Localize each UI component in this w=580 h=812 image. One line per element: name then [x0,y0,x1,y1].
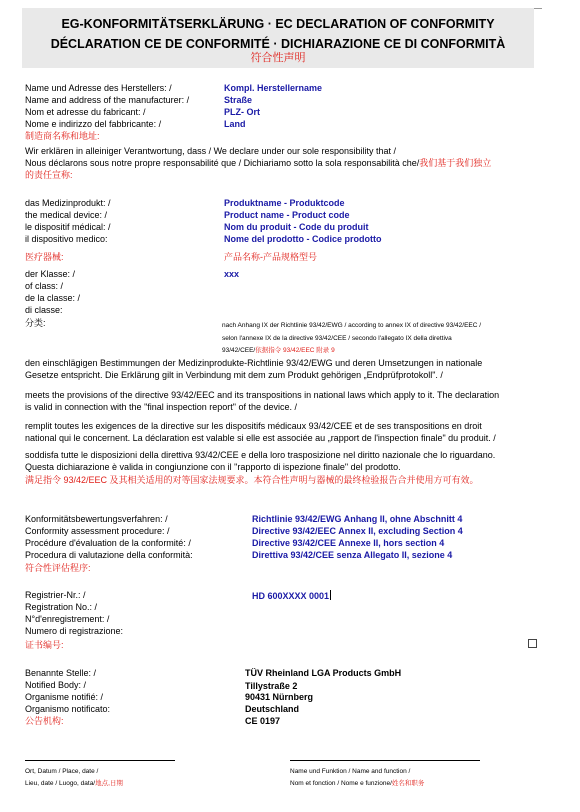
statement-en-1: meets the provisions of the directive 93/42/EEC and its transpositions in national laws which apply to it. The declaration [25,390,500,400]
title-line-2: DÉCLARATION CE DE CONFORMITÉ · DICHIARAZIONE CE DI CONFORMITÀ [50,37,506,51]
signature-place-date-2-text: Lieu, date / Luogo, data/ [25,780,96,787]
signature-name-function-2 [290,778,424,790]
device-name-it: Nome del prodotto - Codice prodotto [224,234,382,244]
class-annex-line-3-cn: 依据指令 93/42/EEC 附录 9 [255,347,335,354]
responsibility-line-2 [25,158,491,170]
statement-it-2: Questa dichiarazione è valida in congiunzione con il "rapporto di ispezione finale" del prodotto. [25,462,401,472]
notified-body-label-en: Notified Body: / [25,680,87,690]
notified-body-label-it: Organismo notificato: [25,704,111,714]
assessment-label-en: Conformity assessment procedure: / [25,526,170,536]
registration-number-field[interactable] [252,590,331,603]
assessment-label-it: Procedura di valutazione della conformità: [25,550,193,560]
device-label-fr: le dispositif médical: / [25,222,111,232]
signature-place-date-1: Ort, Datum / Place, date / [25,768,99,775]
manufacturer-label-cn: 制造商名称和地址: [25,131,100,141]
signature-place-date-2 [25,778,123,790]
device-name-de: Produktname - Produktcode [224,198,345,208]
registration-label-en: Registration No.: / [25,602,98,612]
device-name-cn: 产品名称-产品规格型号 [224,252,317,262]
responsibility-line-2-text: Nous déclarons sous notre propre responsabilité que / Dichiariamo sotto la sola responsabilità che/ [25,158,420,168]
registration-label-cn: 证书编号: [25,640,64,650]
class-label-fr: de la classe: / [25,293,81,303]
registration-number: HD 600XXXX 0001 [252,591,330,601]
assessment-value-fr: Directive 93/42/CEE Annexe II, hors section 4 [252,538,445,548]
statement-it-1: soddisfa tutte le disposizioni della direttiva 93/42/CEE e della loro trasposizione nel diritto nazionale che lo riguardano. [25,450,496,460]
class-annex-line-1: nach Anhang IX der Richtlinie 93/42/EWG / according to annex IX of directive 93/42/EEC / [222,322,482,329]
notified-body-street: Tillystraße 2 [245,681,298,691]
text-cursor [330,590,331,600]
notified-body-country: Deutschland [245,704,300,714]
assessment-label-de: Konformitätsbewertungsverfahren: / [25,514,168,524]
manufacturer-street: Straße [224,95,253,105]
responsibility-line-3-cn: 的责任宣称: [25,170,73,180]
statement-fr-2: national qui le concernent. La déclaration est valable si elle est associée au „rapport de l'inspection finale" du produit. / [25,433,496,443]
class-value: xxx [224,269,240,279]
title-line-cn: 符合性声明 [250,52,306,64]
manufacturer-label-it: Nome e indirizzo del fabbricante: / [25,119,162,129]
notified-body-ce-number: CE 0197 [245,716,281,726]
manufacturer-country: Land [224,119,246,129]
class-annex-line-3 [222,345,335,357]
statement-de-2: Gesetze entspricht. Die Erklärung gilt in Verbindung mit dem zum Produkt gehörigen „Endprüfprotokoll". / [25,370,443,380]
device-label-cn: 医疗器械: [25,252,64,262]
checkbox[interactable] [528,639,537,648]
document-title [22,8,534,68]
device-label-it: il dispositivo medico: [25,234,108,244]
notified-body-label-cn: 公告机构: [25,716,64,726]
notified-body-label-de: Benannte Stelle: / [25,668,97,678]
statement-en-2: is valid in connection with the "final inspection report" of the device. / [25,402,298,412]
manufacturer-label-de: Name und Adresse des Herstellers: / [25,83,172,93]
responsibility-line-2-cn: 我们基于我们独立 [419,158,492,168]
device-label-en: the medical device: / [25,210,108,220]
title-line-1: EG-KONFORMITÄTSERKLÄRUNG · EC DECLARATION OF CONFORMITY [61,17,495,31]
corner-mark [534,8,542,9]
signature-name-function-2-text: Nom et fonction / Nome e funzione/ [290,780,392,787]
class-annex-line-3-text: 93/42/CEE/ [222,347,256,354]
manufacturer-city: PLZ- Ort [224,107,260,117]
assessment-value-en: Directive 93/42/EEC Annex II, excluding Section 4 [252,526,463,536]
assessment-value-de: Richtlinie 93/42/EWG Anhang II, ohne Abschnitt 4 [252,514,463,524]
notified-body-label-fr: Organisme notifié: / [25,692,104,702]
class-label-de: der Klasse: / [25,269,76,279]
signature-line-left [25,760,175,761]
registration-label-it: Numero di registrazione: [25,626,124,636]
class-label-cn: 分类: [25,318,46,328]
signature-place-date-2-cn: 地点,日期 [95,780,123,787]
device-name-fr: Nom du produit - Code du produit [224,222,369,232]
manufacturer-name: Kompl. Herstellername [224,83,323,93]
signature-name-function-2-cn: 姓名和职务 [391,780,425,787]
class-annex-line-2: selon l'annexe IX de la directive 93/42/CEE / secondo l'allegato IX della direttiva [222,335,452,342]
notified-body-city: 90431 Nürnberg [245,692,314,702]
assessment-label-fr: Procédure d'évaluation de la conformité: / [25,538,191,548]
registration-label-de: Registrier-Nr.: / [25,590,86,600]
signature-name-function-1: Name und Funktion / Name and function / [290,768,411,775]
statement-de-1: den einschlägigen Bestimmungen der Medizinprodukte-Richtlinie 93/42/EWG und deren Umsetzungen in nationale [25,358,483,368]
responsibility-line-1: Wir erklären in alleiniger Verantwortung, dass / We declare under our sole responsibility that / [25,146,397,156]
manufacturer-label-fr: Nom et adresse du fabricant: / [25,107,146,117]
registration-label-fr: N°d'enregistrement: / [25,614,110,624]
device-name-en: Product name - Product code [224,210,350,220]
signature-line-right [290,760,480,761]
assessment-label-cn: 符合性评估程序: [25,563,91,573]
device-label-de: das Medizinprodukt: / [25,198,111,208]
class-label-it: di classe: [25,305,63,315]
class-label-en: of class: / [25,281,64,291]
manufacturer-label-en: Name and address of the manufacturer: / [25,95,190,105]
statement-fr-1: remplit toutes les exigences de la directive sur les dispositifs médicaux 93/42/CEE et de ses transpositions en droit [25,421,482,431]
statement-cn: 满足指令 93/42/EEC 及其相关适用的对等国家法规要求。本符合性声明与器械的最终检验报告合并使用方可有效。 [25,475,479,485]
assessment-value-it: Direttiva 93/42/CEE senza Allegato II, sezione 4 [252,550,453,560]
notified-body-name: TÜV Rheinland LGA Products GmbH [245,668,402,678]
